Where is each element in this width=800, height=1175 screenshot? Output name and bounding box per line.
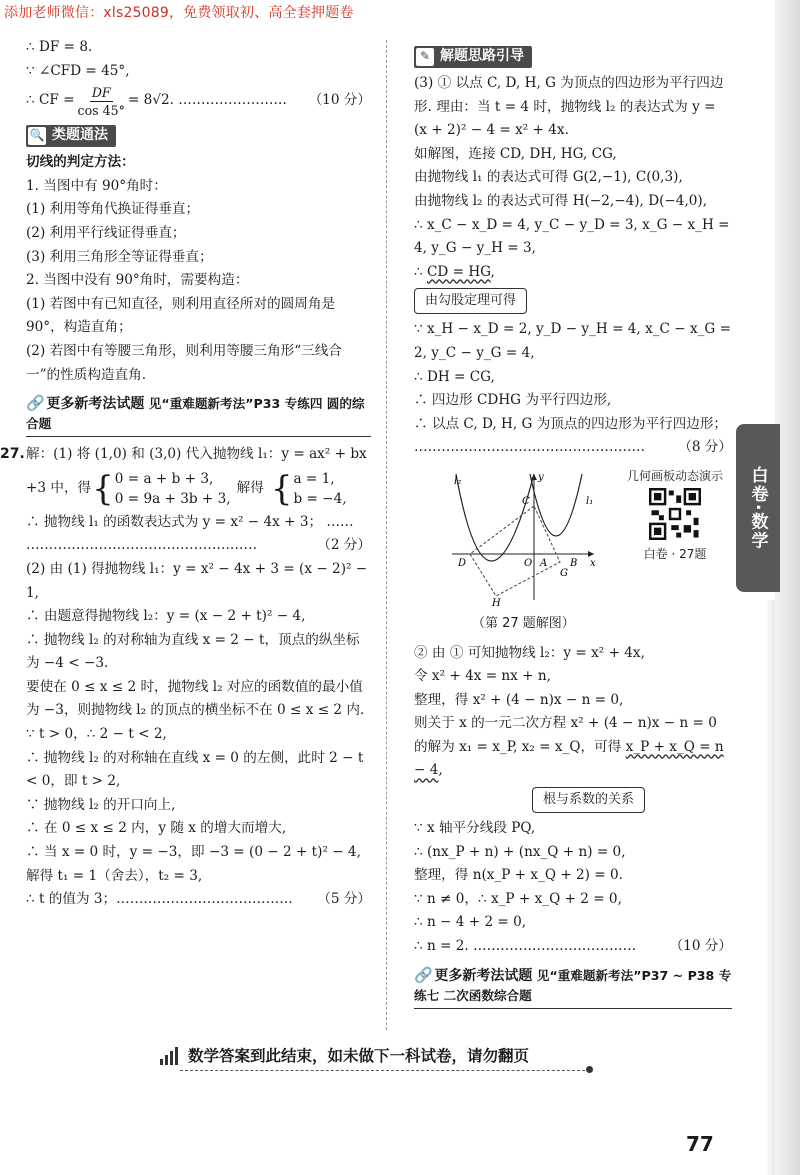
- footer-note: [160, 1044, 600, 1066]
- annotation-box-pythagoras: 由勾股定理可得: [414, 288, 527, 314]
- text-line: ∴ DF = 8.: [26, 39, 93, 55]
- footer-divider: [180, 1070, 590, 1071]
- text-line: ∵ x 轴平分线段 PQ,: [414, 820, 536, 837]
- footer-note-text: 数学答案到此结束，如未做下一科试卷，请勿翻页: [188, 1047, 530, 1065]
- question-number: 27.: [0, 446, 25, 463]
- text-fragment: ,: [490, 263, 495, 280]
- text-fragment: 则关于 x 的一元二次方程 x² + (4 − n)x − n = 0 的解为 x₁ = x_P, x₂ = x_Q，可得: [414, 715, 717, 755]
- section-tag-methods: [26, 125, 116, 147]
- x-axis-arrow: [588, 551, 594, 557]
- right-column: [414, 36, 732, 1009]
- text-line: 令 x² + 4x = nx + n,: [414, 668, 551, 685]
- link-icon: 🔗: [414, 965, 433, 984]
- score-label: （8 分）: [678, 439, 732, 456]
- text-line: [414, 712, 732, 783]
- label-g: G: [560, 567, 568, 579]
- label-l1: l₁: [586, 495, 594, 507]
- score-label: （10 分）: [669, 938, 732, 955]
- text-line: ∴ n − 4 + 2 = 0,: [414, 914, 527, 931]
- parabola-l2: [456, 474, 534, 561]
- parabola-l1: [530, 471, 582, 536]
- method-line: (3) 利用三角形全等证得垂直；: [26, 248, 213, 265]
- method-line: 1. 当图中有 90°角时：: [26, 177, 167, 194]
- page-edge-inner: [765, 600, 775, 1175]
- text-line: 由抛物线 l₁ 的表达式可得 G(2,−1), C(0,3),: [414, 169, 683, 186]
- text-line: ∵ 抛物线 l₂ 的开口向上,: [26, 796, 176, 813]
- bars-icon: [160, 1045, 180, 1065]
- more-exercises-note: [414, 965, 732, 1009]
- text-line: (3) ① 以点 C, D, H, G 为顶点的四边形为平行四边形. 理由：当 t = 4 时，抛物线 l₂ 的表达式为 y = (x + 2)² − 4 = x² + 4x.: [414, 75, 724, 139]
- left-column: [0, 36, 371, 912]
- text-line: ∵ ∠CFD = 45°,: [26, 62, 130, 79]
- equation: b = −4,: [293, 490, 347, 507]
- score-label: （5 分）: [317, 891, 371, 908]
- text-fragment: 解得: [236, 479, 264, 496]
- qr-block: [620, 468, 730, 562]
- text-line: 如解图，连接 CD, DH, HG, CG,: [414, 145, 617, 162]
- label-l2: l₂: [454, 475, 462, 487]
- text-line: ∵ n ≠ 0，∴ x_P + x_Q + 2 = 0,: [414, 890, 622, 907]
- label-o: O: [524, 557, 533, 569]
- dots: ……………………………………………: [26, 537, 258, 554]
- cf-result: = 8√2. ……………………: [127, 92, 288, 109]
- text-line: 解：(1) 将 (1,0) 和 (3,0) 代入抛物线 l₁：y = ax² + bx: [26, 446, 367, 463]
- magnifier-icon: 🔍: [28, 127, 46, 145]
- text-line: ∴ 四边形 CDHG 为平行四边形,: [414, 392, 612, 409]
- label-x: x: [590, 557, 596, 569]
- section-tag-label: 解题思路引导: [440, 48, 524, 65]
- pencil-note-icon: ✎: [416, 48, 434, 66]
- text-line: ∴ 抛物线 l₂ 的对称轴在直线 x = 0 的左侧，此时 2 − t < 0，即 t > 2,: [26, 749, 364, 790]
- method-line: (1) 利用等角代换证得垂直；: [26, 201, 200, 218]
- quadrilateral-cdhg: [470, 506, 560, 596]
- text-line: 整理，得 n(x_P + x_Q + 2) = 0.: [414, 867, 623, 884]
- question-27: [0, 443, 371, 912]
- page-number: 77: [686, 1132, 714, 1156]
- label-y: y: [538, 471, 544, 483]
- text-line: 由抛物线 l₂ 的表达式可得 H(−2,−4), D(−4,0),: [414, 192, 708, 209]
- section-tag-guide: [414, 46, 532, 68]
- cf-denominator: cos 45°: [77, 102, 125, 118]
- brace-icon: {: [270, 468, 293, 509]
- equation-system-line: [26, 467, 371, 511]
- parabola-graph: [448, 468, 600, 606]
- text-line: ∴ 当 x = 0 时，y = −3，即 −3 = (0 − 2 + t)² − 4,: [26, 844, 361, 861]
- cd-equals-hg: CD = HG: [426, 263, 491, 280]
- method-line: 2. 当图中没有 90°角时，需要构造：: [26, 272, 249, 289]
- text-line: (2) 由 (1) 得抛物线 l₁：y = x² − 4x + 3 = (x − 2)² − 1,: [26, 560, 368, 601]
- more-exercises-ref: 见“重难题新考法”P33 专练四 圆的综合题: [26, 396, 365, 432]
- text-line: ∴ 在 0 ≤ x ≤ 2 内，y 随 x 的增大而增大,: [26, 820, 287, 837]
- text-fragment: ,: [438, 762, 443, 779]
- text-line: ∴ (nx_P + n) + (nx_Q + n) = 0,: [414, 843, 626, 860]
- label-h: H: [492, 597, 501, 606]
- more-exercises-ref: 见“重难题新考法”P37 ~ P38 专练七 二次函数综合题: [414, 967, 732, 1003]
- figure-row: [414, 468, 732, 618]
- method-title: 切线的判定方法：: [26, 154, 135, 171]
- label-d: D: [458, 557, 467, 569]
- annotation-box-vieta: 根与系数的关系: [532, 787, 645, 813]
- text-fragment: ∴ t 的值为 3；…………………………………: [26, 891, 293, 908]
- text-fragment: +3 中，得: [26, 479, 92, 496]
- side-tab-label: 白卷·数学: [736, 424, 780, 592]
- text-line: ∴ DH = CG,: [414, 368, 495, 385]
- footer-dot: [586, 1066, 593, 1073]
- label-b: B: [570, 557, 578, 569]
- text-line: 整理，得 x² + (4 − n)x − n = 0,: [414, 691, 624, 708]
- method-line: (2) 利用平行线证得垂直；: [26, 224, 186, 241]
- link-icon: 🔗: [26, 394, 45, 413]
- cf-numerator: DF: [91, 84, 111, 100]
- more-exercises-note: [26, 393, 371, 437]
- text-line: ∵ x_H − x_D = 2, y_D − y_H = 4, x_C − x_G = 2, y_C − y_G = 4,: [414, 321, 731, 361]
- equation-system-2: [270, 469, 347, 509]
- score-line: [414, 436, 732, 460]
- text-line: ∵ t > 0，∴ 2 − t < 2,: [26, 726, 167, 743]
- label-c: C: [522, 495, 530, 507]
- column-divider: [386, 40, 387, 1030]
- text-line: [414, 261, 732, 285]
- qr-code-icon[interactable]: [649, 488, 701, 540]
- dots: ……………………………………………: [414, 439, 646, 456]
- cf-fraction: [78, 84, 125, 119]
- score-label: （10 分）: [308, 92, 371, 109]
- equation: a = 1,: [293, 470, 335, 487]
- vieta-result: x_P + x_Q = n − 4: [414, 738, 724, 779]
- brace-icon: {: [92, 468, 114, 509]
- text-line: 解得 t₁ = 1（舍去），t₂ = 3,: [26, 867, 203, 884]
- text-line: ∴ 以点 C, D, H, G 为顶点的四边形为平行四边形；: [414, 415, 728, 432]
- method-line: (2) 若图中有等腰三角形，则利用等腰三角形“三线合一”的性质构造直角.: [26, 342, 342, 383]
- text-line: 要使在 0 ≤ x ≤ 2 时，抛物线 l₂ 对应的函数值的最小值为 −3，则抛物线 l₂ 的顶点的横坐标不在 0 ≤ x ≤ 2 内.: [26, 678, 365, 719]
- score-label: （2 分）: [317, 537, 371, 554]
- equation: 0 = 9a + 3b + 3,: [114, 490, 231, 507]
- equation: 0 = a + b + 3,: [114, 470, 214, 487]
- qr-title: 几何画板动态演示: [626, 468, 723, 483]
- text-line: ∴ x_C − x_D = 4, y_C − y_D = 3, x_G − x_H = 4, y_G − y_H = 3,: [414, 216, 730, 257]
- equation-system-1: [91, 469, 230, 509]
- figure-caption: （第 27 题解图）: [472, 615, 575, 631]
- label-a: A: [540, 557, 548, 569]
- qr-caption: 白卷 · 27题: [643, 546, 707, 561]
- score-line: [414, 935, 732, 959]
- watermark-text: 添加老师微信：xls25089，免费领取初、高全套押题卷: [4, 5, 354, 21]
- text-line: ∴ 抛物线 l₁ 的函数表达式为 y = x² − 4x + 3； ……: [26, 513, 354, 530]
- text-fragment: ∴: [414, 263, 427, 280]
- section-tag-label: 类题通法: [52, 127, 108, 144]
- more-exercises-title: 更多新考法试题: [46, 396, 145, 413]
- text-line: ∴ 抛物线 l₂ 的对称轴为直线 x = 2 − t，顶点的纵坐标为 −4 < −3.: [26, 631, 360, 672]
- text-line: ∴ 由题意得抛物线 l₂：y = (x − 2 + t)² − 4,: [26, 608, 306, 625]
- score-line: [26, 534, 371, 558]
- score-line: [26, 888, 371, 912]
- method-line: (1) 若图中有已知直径，则利用直径所对的圆周角是 90°，构造直角；: [26, 295, 336, 336]
- cf-equation: [26, 83, 371, 119]
- text-fragment: ∴ n = 2. ………………………………: [414, 938, 637, 955]
- more-exercises-title: 更多新考法试题: [434, 967, 533, 984]
- cf-prefix: ∴ CF =: [26, 92, 75, 109]
- text-line: ② 由 ① 可知抛物线 l₂：y = x² + 4x,: [414, 644, 645, 661]
